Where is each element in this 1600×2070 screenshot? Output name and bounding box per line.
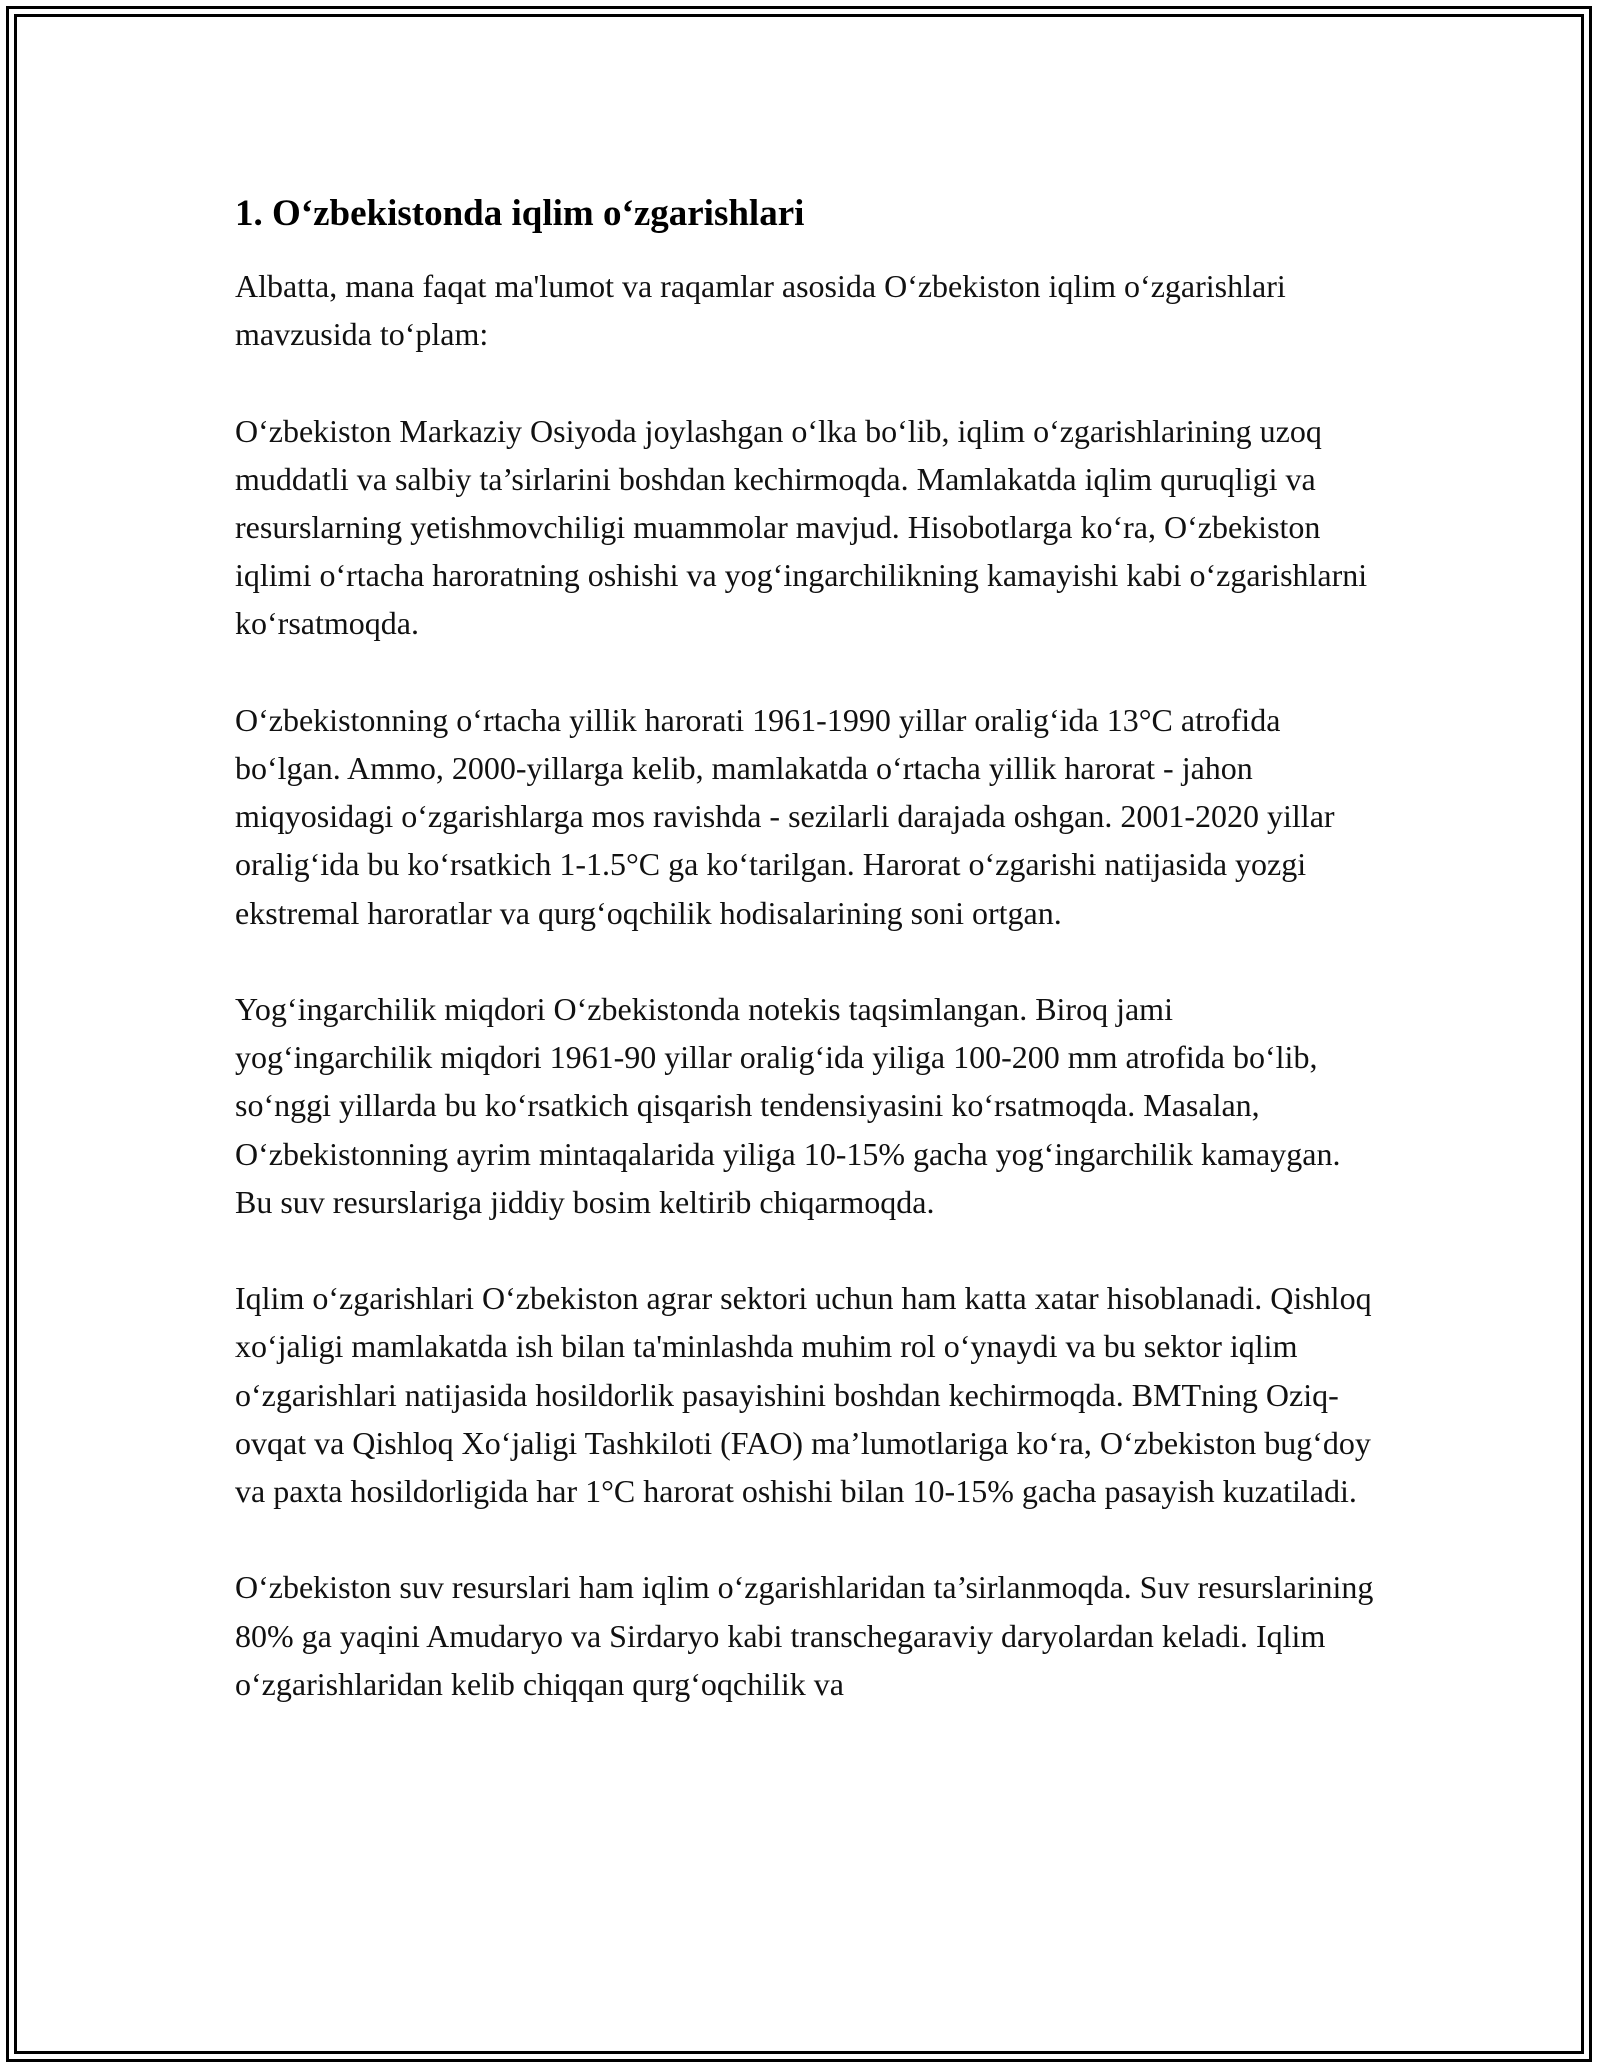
paragraph-agriculture: Iqlim o‘zgarishlari O‘zbekiston agrar sektori uchun ham katta xatar hisoblanadi. Qishloq xo‘jaligi mamlakatda ish bilan ta'minlashda muhim rol o‘ynaydi va bu sektor iqlim o‘zgarishlari natijasida hosildorlik pasayishini boshdan kechirmoqda. BMTning Oziq-ovqat va Qishloq Xo‘jaligi Tashkiloti (FAO) ma’lumotlariga ko‘ra, O‘zbekiston bug‘doy va paxta hosildorligida har 1°C harorat oshishi bilan 10-15% gacha pasayish kuzatiladi.	[235, 1280, 1372, 1510]
paragraph-temperature: O‘zbekistonning o‘rtacha yillik harorati 1961-1990 yillar oralig‘ida 13°C atrofida bo‘lgan. Ammo, 2000-yillarga kelib, mamlakatda o‘rtacha yillik harorat - jahon miqyosidagi o‘zgarishlarga mos ravishda - sezilarli darajada oshgan. 2001-2020 yillar oralig‘ida bu ko‘rsatkich 1-1.5°C ga ko‘tarilgan. Harorat o‘zgarishi natijasida yozgi ekstremal haroratlar va qurg‘oqchilik hodisalarining soni ortgan.	[235, 701, 1335, 931]
paragraph-overview: O‘zbekiston Markaziy Osiyoda joylashgan o‘lka bo‘lib, iqlim o‘zgarishlarining uzoq muddatli va salbiy ta’sirlarini boshdan kechirmoqda. Mamlakatda iqlim quruqligi va resurslarning yetishmovchiligi muammolar mavjud. Hisobotlarga ko‘ra, O‘zbekiston iqlimi o‘rtacha haroratning oshishi va yog‘ingarchilikning kamayishi kabi o‘zgarishlarni ko‘rsatmoqda.	[235, 412, 1368, 642]
paragraph-precipitation: Yog‘ingarchilik miqdori O‘zbekistonda notekis taqsimlangan. Biroq jami yog‘ingarchilik miqdori 1961-90 yillar oralig‘ida yiliga 100-200 mm atrofida bo‘lib, so‘nggi yillarda bu ko‘rsatkich qisqarish tendensiyasini ko‘rsatmoqda. Masalan, O‘zbekistonning ayrim mintaqalarida yiliga 10-15% gacha yog‘ingarchilik kamaygan. Bu suv resurslariga jiddiy bosim keltirib chiqarmoqda.	[235, 991, 1341, 1220]
paragraph-water-resources: O‘zbekiston suv resurslari ham iqlim o‘zgarishlaridan ta’sirlanmoqda. Suv resurslarining 80% ga yaqini Amudaryo va Sirdaryo kabi transchegaraviy daryolardan keladi. Iqlim o‘zgarishlaridan kelib chiqqan qurg‘oqchilik va	[235, 1569, 1374, 1702]
document-page	[235, 188, 1375, 1756]
paragraph-intro: Albatta, mana faqat ma'lumot va raqamlar asosida O‘zbekiston iqlim o‘zgarishlari mavzusida to‘plam:	[235, 268, 1286, 353]
section-title: 1. O‘zbekistonda iqlim o‘zgarishlari	[235, 193, 805, 234]
